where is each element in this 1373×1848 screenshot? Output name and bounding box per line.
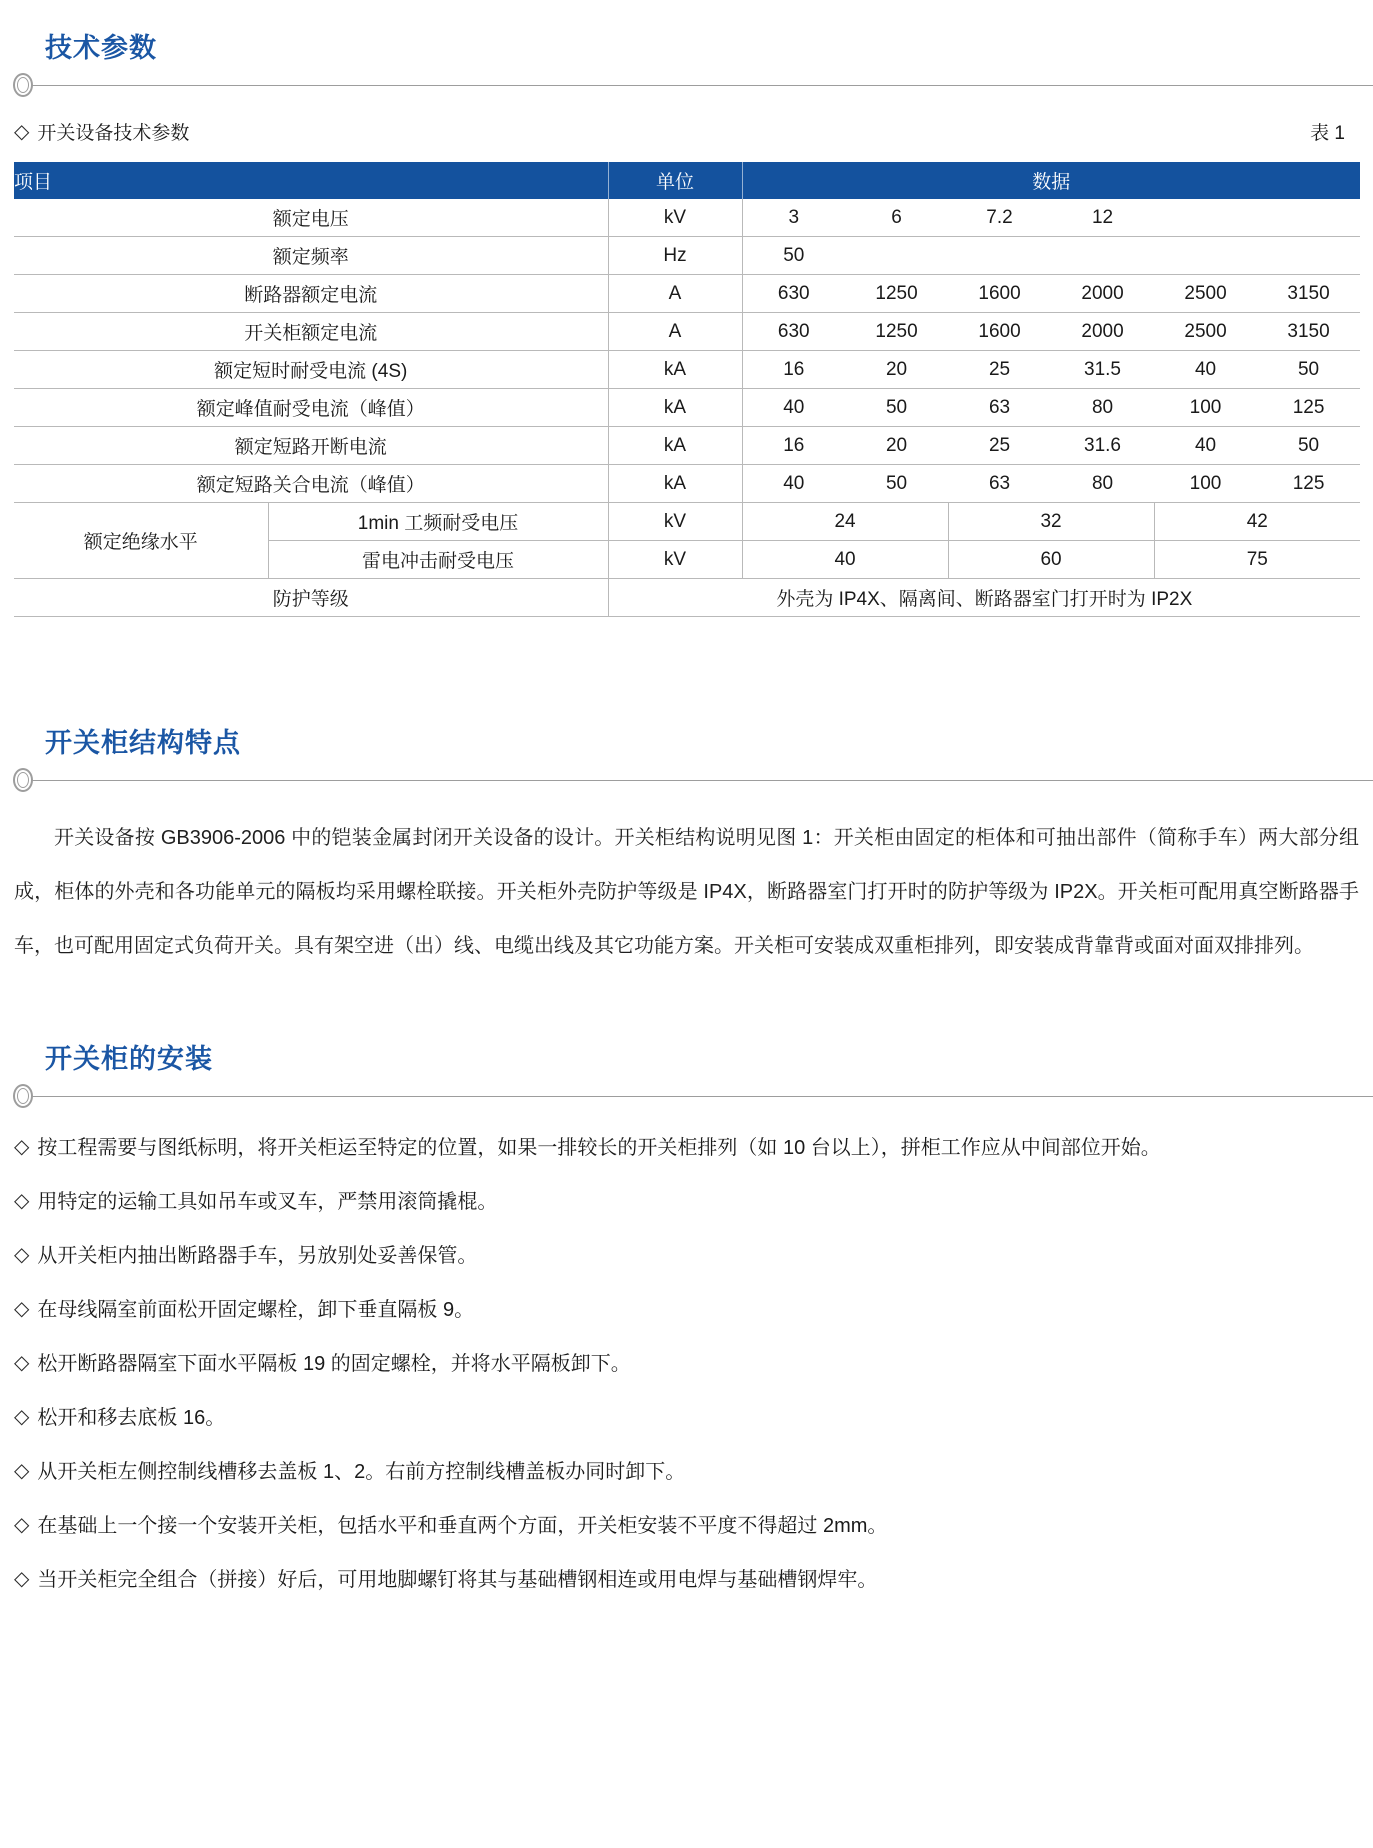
table-row: [14, 199, 1360, 237]
row-value: 2500: [1154, 275, 1257, 313]
bullet-text: 松开断路器隔室下面水平隔板 19 的固定螺栓，并将水平隔板卸下。: [37, 1353, 631, 1375]
row-value: 50: [742, 237, 845, 275]
bullet-text: 从开关柜内抽出断路器手车，另放别处妥善保管。: [37, 1245, 478, 1267]
section-rule: [0, 767, 1373, 793]
diamond-icon: ◇: [14, 120, 30, 143]
section-title: 开关柜的安装: [45, 1044, 213, 1074]
diamond-icon: ◇: [14, 1460, 30, 1482]
row-unit: A: [608, 275, 742, 313]
bullet-text: 当开关柜完全组合（拼接）好后，可用地脚螺钉将其与基础槽钢相连或用电焊与基础槽钢焊牢。: [37, 1569, 878, 1591]
ring-icon: [13, 768, 33, 792]
install-bullet: [14, 1567, 1359, 1593]
row-unit: kA: [608, 427, 742, 465]
row-unit: kA: [608, 465, 742, 503]
row-value: 125: [1257, 389, 1360, 427]
section-rule: [0, 1083, 1373, 1109]
row-label: 防护等级: [14, 579, 608, 617]
row-value: 50: [1257, 351, 1360, 389]
table-row: [14, 275, 1360, 313]
row-value: [1154, 237, 1257, 275]
row-value: 31.5: [1051, 351, 1154, 389]
row-value: 20: [845, 427, 948, 465]
row-unit: kV: [608, 503, 742, 541]
header-item: 项目: [14, 162, 608, 199]
table-subtitle-row: [14, 118, 1345, 145]
row-value: 40: [742, 541, 948, 579]
install-bullet: [14, 1135, 1359, 1161]
row-value: 63: [948, 465, 1051, 503]
table-row: [14, 427, 1360, 465]
row-unit: kA: [608, 351, 742, 389]
rule-line: [32, 85, 1373, 86]
row-value: 7.2: [948, 199, 1051, 237]
row-value: [1257, 199, 1360, 237]
row-value: 60: [948, 541, 1154, 579]
row-unit: kV: [608, 541, 742, 579]
row-value: 1250: [845, 275, 948, 313]
row-value: 100: [1154, 465, 1257, 503]
row-value: 630: [742, 313, 845, 351]
table-subtitle: 开关设备技术参数: [37, 123, 190, 144]
header-unit: 单位: [608, 162, 742, 199]
table-row-protection: [14, 579, 1360, 617]
row-value: 50: [845, 389, 948, 427]
row-value: 1600: [948, 313, 1051, 351]
row-value: 2000: [1051, 275, 1154, 313]
row-value: 40: [1154, 351, 1257, 389]
row-unit: kA: [608, 389, 742, 427]
row-value: 125: [1257, 465, 1360, 503]
install-bullet: [14, 1243, 1359, 1269]
row-value: 50: [845, 465, 948, 503]
row-value: [1154, 199, 1257, 237]
row-unit: kV: [608, 199, 742, 237]
diamond-icon: ◇: [14, 1406, 30, 1428]
bullet-text: 从开关柜左侧控制线槽移去盖板 1、2。右前方控制线槽盖板办同时卸下。: [37, 1461, 686, 1483]
row-value: 31.6: [1051, 427, 1154, 465]
row-value: 12: [1051, 199, 1154, 237]
row-value: 40: [1154, 427, 1257, 465]
section-params-header: [0, 26, 1373, 98]
row-value: 40: [742, 389, 845, 427]
table-row: [14, 389, 1360, 427]
installation-bullet-list: [14, 1135, 1359, 1593]
row-value: 1250: [845, 313, 948, 351]
diamond-icon: ◇: [14, 1352, 30, 1374]
row-label: 额定短路关合电流（峰值）: [14, 465, 608, 503]
row-value: 40: [742, 465, 845, 503]
install-bullet: [14, 1297, 1359, 1323]
protection-value: 外壳为 IP4X、隔离间、断路器室门打开时为 IP2X: [608, 579, 1360, 617]
row-value: 25: [948, 351, 1051, 389]
row-value: 20: [845, 351, 948, 389]
row-value: 25: [948, 427, 1051, 465]
row-label: 额定频率: [14, 237, 608, 275]
diamond-icon: ◇: [14, 1514, 30, 1536]
install-bullet: [14, 1459, 1359, 1485]
table-row-insulation: [14, 503, 1360, 541]
diamond-icon: ◇: [14, 1244, 30, 1266]
row-group-label: 额定绝缘水平: [14, 503, 268, 579]
table-row: [14, 465, 1360, 503]
row-value: [1257, 237, 1360, 275]
row-value: 75: [1154, 541, 1360, 579]
ring-icon: [13, 73, 33, 97]
table-header-row: [14, 162, 1360, 199]
row-sublabel: 1min 工频耐受电压: [268, 503, 608, 541]
section-installation-header: [0, 1037, 1373, 1109]
bullet-text: 松开和移去底板 16。: [37, 1407, 226, 1429]
row-value: 63: [948, 389, 1051, 427]
row-unit: Hz: [608, 237, 742, 275]
diamond-icon: ◇: [14, 1136, 30, 1158]
install-bullet: [14, 1513, 1359, 1539]
install-bullet: [14, 1405, 1359, 1431]
row-value: 630: [742, 275, 845, 313]
row-value: 1600: [948, 275, 1051, 313]
row-value: [845, 237, 948, 275]
row-value: 50: [1257, 427, 1360, 465]
row-value: 80: [1051, 389, 1154, 427]
rule-line: [32, 780, 1373, 781]
table-caption: 表 1: [1310, 123, 1345, 144]
tech-params-table: [14, 162, 1360, 617]
bullet-text: 在基础上一个接一个安装开关柜，包括水平和垂直两个方面，开关柜安装不平度不得超过 2mm。: [37, 1515, 888, 1537]
row-value: 100: [1154, 389, 1257, 427]
row-value: 16: [742, 427, 845, 465]
row-label: 开关柜额定电流: [14, 313, 608, 351]
ring-icon: [13, 1084, 33, 1108]
table-row: [14, 237, 1360, 275]
diamond-icon: ◇: [14, 1190, 30, 1212]
rule-line: [32, 1096, 1373, 1097]
structure-paragraph: 开关设备按 GB3906-2006 中的铠装金属封闭开关设备的设计。开关柜结构说明见图 1：开关柜由固定的柜体和可抽出部件（简称手车）两大部分组成，柜体的外壳和各功能单元的隔板均采用螺栓联接。开关柜外壳防护等级是 IP4X，断路器室门打开时的防护等级为 IP2X。开关柜可配用真空断路器手车，也可配用固定式负荷开关。具有架空进（出）线、电缆出线及其它功能方案。开关柜可安装成双重柜排列，即安装成背靠背或面对面双排排列。: [14, 827, 1359, 957]
row-label: 额定短路开断电流: [14, 427, 608, 465]
row-value: 3150: [1257, 275, 1360, 313]
install-bullet: [14, 1189, 1359, 1215]
row-value: 42: [1154, 503, 1360, 541]
row-value: [948, 237, 1051, 275]
row-value: 80: [1051, 465, 1154, 503]
section-title: 技术参数: [45, 33, 157, 63]
row-value: 6: [845, 199, 948, 237]
row-value: 16: [742, 351, 845, 389]
bullet-text: 用特定的运输工具如吊车或叉车，严禁用滚筒撬棍。: [37, 1191, 498, 1213]
install-bullet: [14, 1351, 1359, 1377]
row-unit: A: [608, 313, 742, 351]
diamond-icon: ◇: [14, 1568, 30, 1590]
row-value: 2500: [1154, 313, 1257, 351]
row-label: 额定峰值耐受电流（峰值）: [14, 389, 608, 427]
header-data: 数据: [742, 162, 1360, 199]
row-value: 3: [742, 199, 845, 237]
row-value: 32: [948, 503, 1154, 541]
section-title: 开关柜结构特点: [45, 728, 241, 758]
row-value: [1051, 237, 1154, 275]
section-structure-header: [0, 721, 1373, 793]
table-row: [14, 351, 1360, 389]
row-value: 2000: [1051, 313, 1154, 351]
row-label: 额定短时耐受电流 (4S): [14, 351, 608, 389]
row-label: 额定电压: [14, 199, 608, 237]
row-value: 24: [742, 503, 948, 541]
bullet-text: 按工程需要与图纸标明，将开关柜运至特定的位置，如果一排较长的开关柜排列（如 10 台以上），拼柜工作应从中间部位开始。: [37, 1137, 1161, 1159]
table-row: [14, 313, 1360, 351]
diamond-icon: ◇: [14, 1298, 30, 1320]
row-value: 3150: [1257, 313, 1360, 351]
row-label: 断路器额定电流: [14, 275, 608, 313]
bullet-text: 在母线隔室前面松开固定螺栓，卸下垂直隔板 9。: [37, 1299, 475, 1321]
section-rule: [0, 72, 1373, 98]
row-sublabel: 雷电冲击耐受电压: [268, 541, 608, 579]
